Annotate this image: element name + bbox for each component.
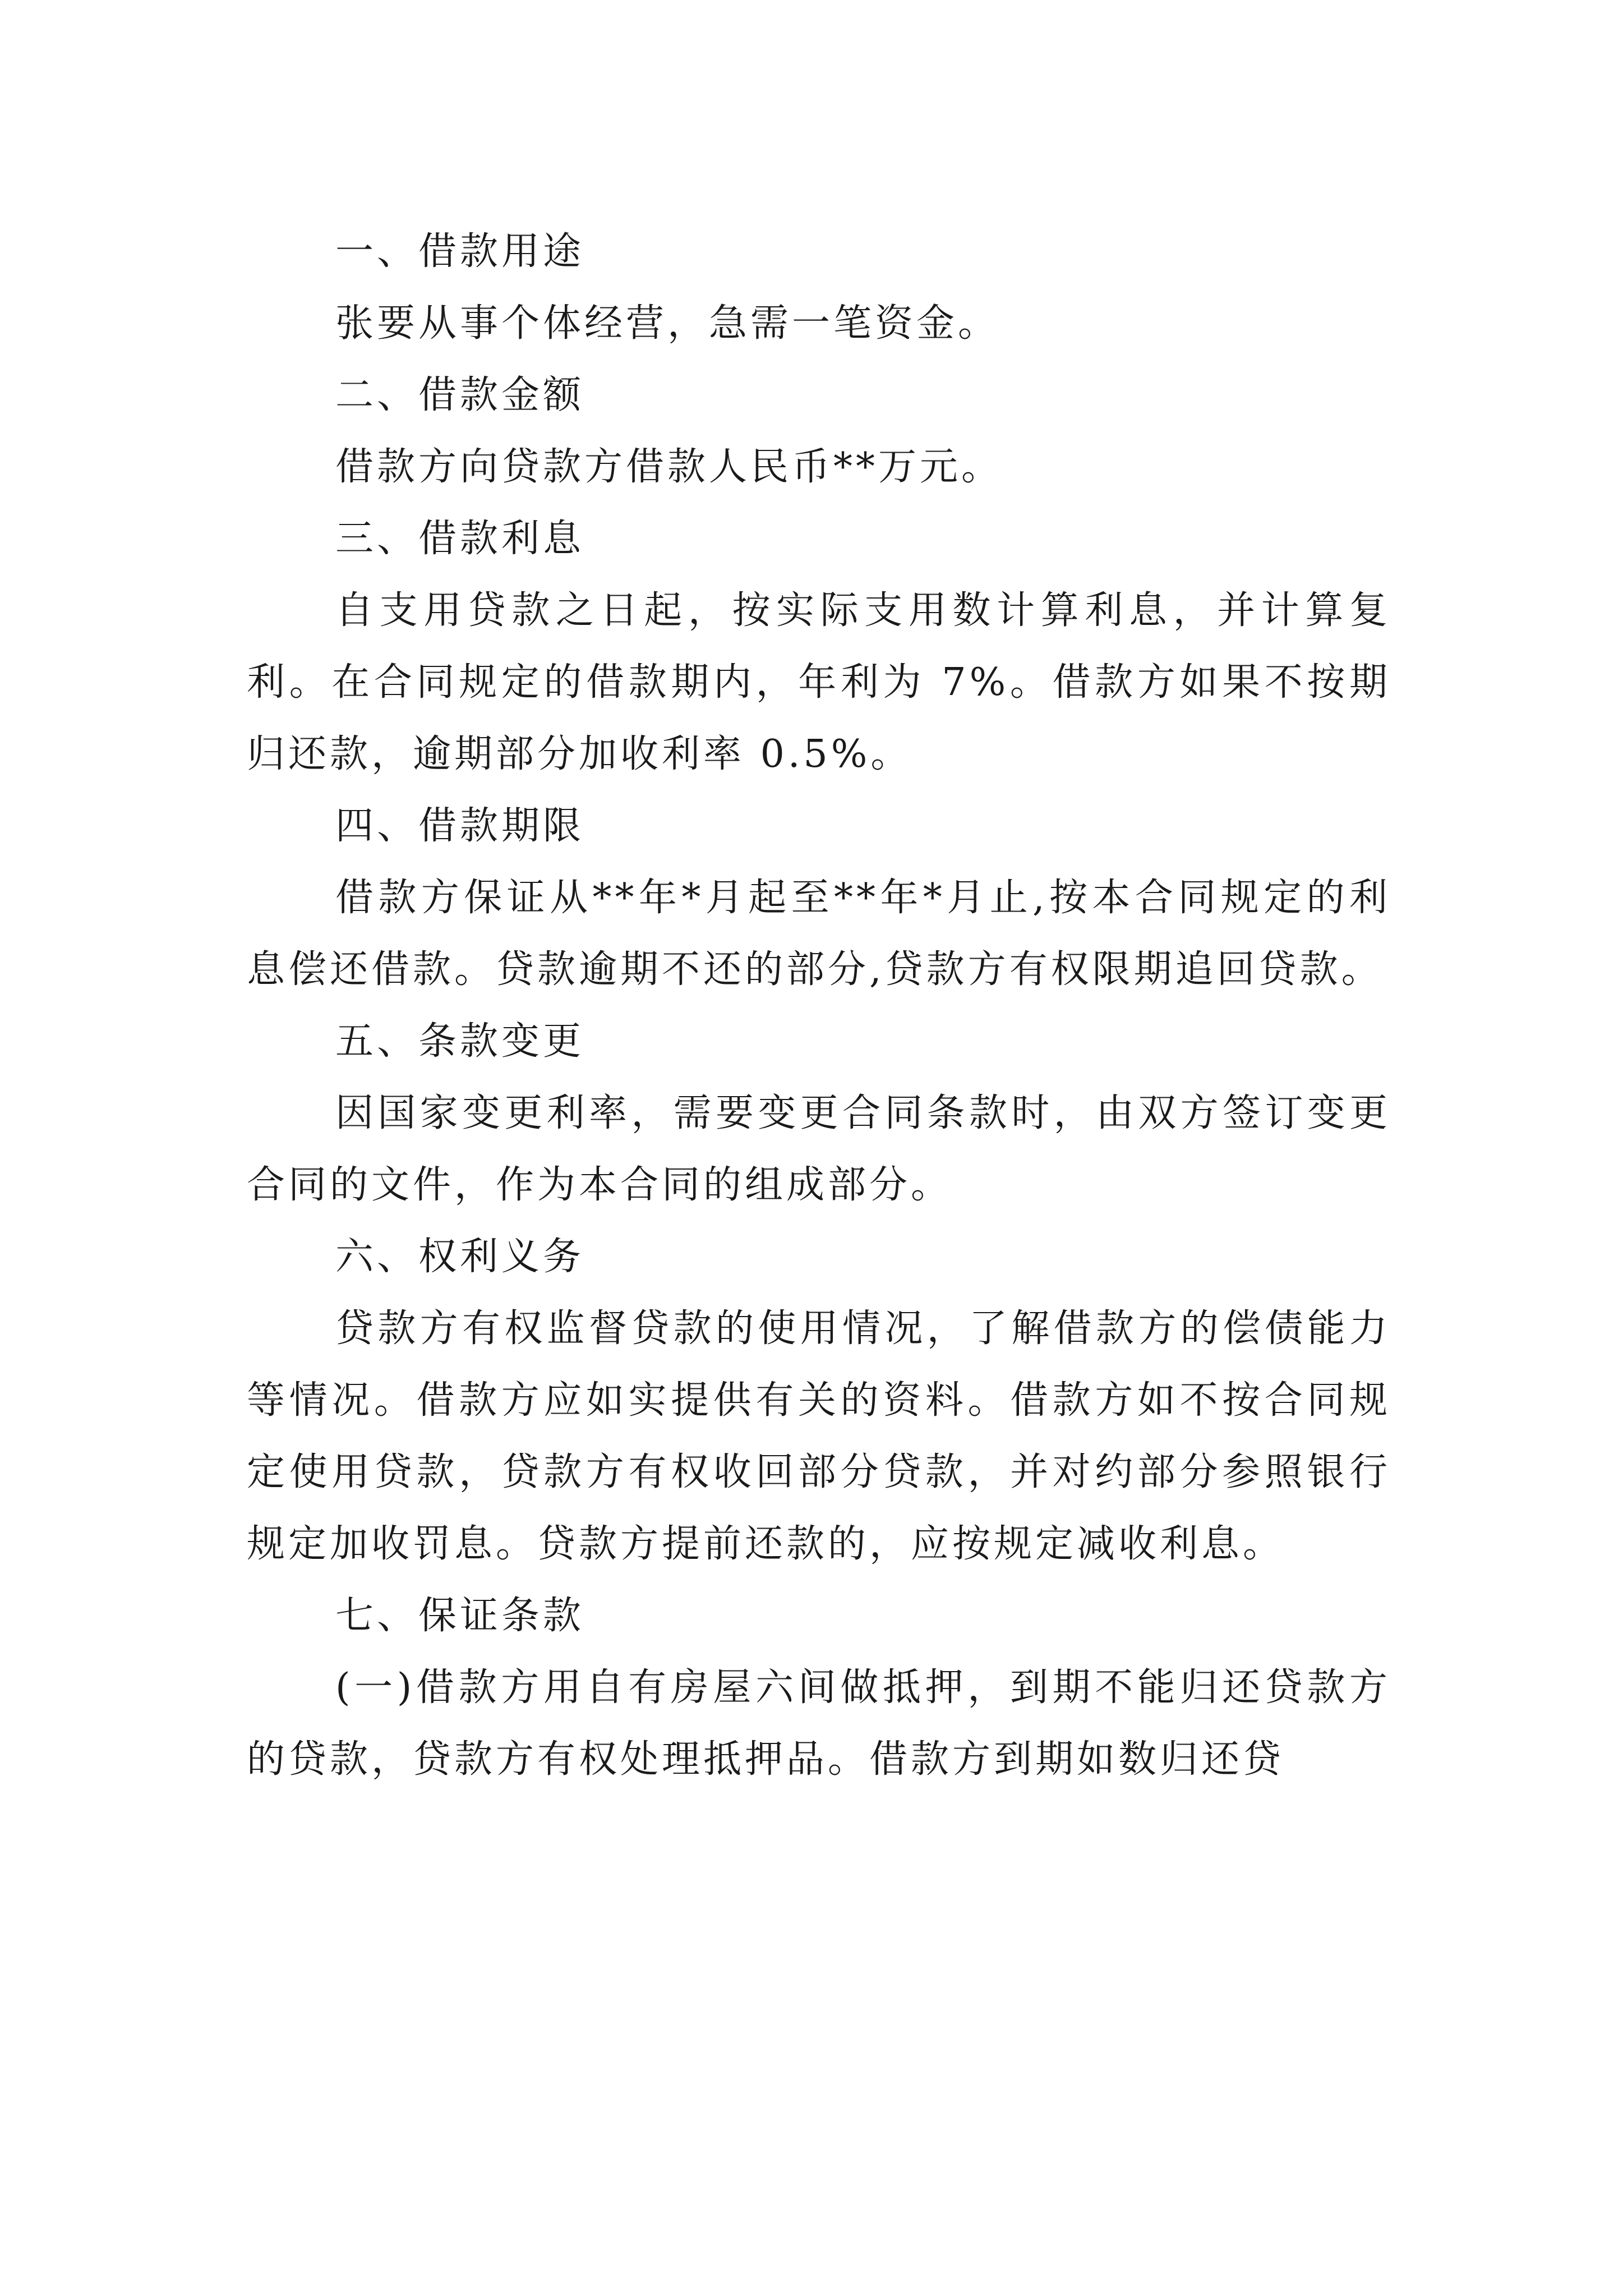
section-1-paragraph: 张要从事个体经营，急需一笔资金。 <box>335 301 1000 346</box>
section-6-heading: 六、权利义务 <box>335 1235 585 1279</box>
section-5-heading: 五、条款变更 <box>335 1019 585 1064</box>
section-2-heading: 二、借款金额 <box>335 373 585 417</box>
document-page <box>247 216 1391 1796</box>
section-7-heading: 七、保证条款 <box>335 1594 585 1638</box>
section-7-paragraph: (一)借款方用自有房屋六间做抵押，到期不能归还贷款方的贷款，贷款方有权处理抵押品。借款方到期如数归还贷 <box>247 1665 1391 1782</box>
section-3-paragraph: 自支用贷款之日起，按实际支用数计算利息，并计算复利。在合同规定的借款期内，年利为 7%。借款方如果不按期归还款，逾期部分加收利率 0.5%。 <box>247 588 1391 776</box>
section-1-heading: 一、借款用途 <box>335 229 585 274</box>
section-4-paragraph: 借款方保证从**年*月起至**年*月止,按本合同规定的利息偿还借款。贷款逾期不还的部分,贷款方有权限期追回贷款。 <box>247 876 1391 992</box>
section-4-heading: 四、借款期限 <box>335 804 585 848</box>
section-6-paragraph: 贷款方有权监督贷款的使用情况，了解借款方的偿债能力等情况。借款方应如实提供有关的资料。借款方如不按合同规定使用贷款，贷款方有权收回部分贷款，并对约部分参照银行规定加收罚息。贷款方提前还款的，应按规定减收利息。 <box>247 1306 1391 1566</box>
section-5-paragraph: 因国家变更利率，需要变更合同条款时，由双方签订变更合同的文件，作为本合同的组成部分。 <box>247 1091 1391 1207</box>
section-2-paragraph: 借款方向贷款方借款人民币**万元。 <box>335 445 1003 489</box>
section-3-heading: 三、借款利息 <box>335 517 585 561</box>
